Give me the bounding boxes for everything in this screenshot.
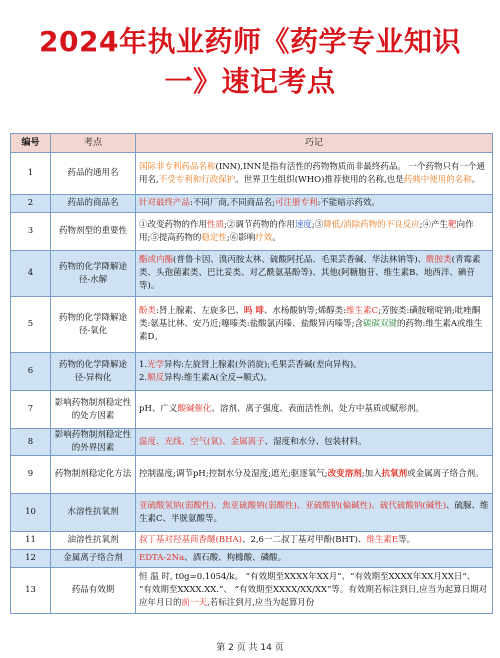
row-number: 6	[11, 353, 51, 391]
mnemonic-segment: 光学	[147, 359, 165, 370]
mnemonic-segment: 。	[272, 232, 281, 243]
row-mnemonic	[136, 550, 493, 568]
mnemonic-segment: EDTA-2Na	[139, 553, 185, 563]
row-point: 油溶性抗氧剂	[51, 532, 136, 550]
mnemonic-segment: 稳定性	[201, 232, 227, 243]
mnemonic-segment: 、水杨酸钠等;烯醇类:	[263, 306, 347, 316]
row-mnemonic	[136, 391, 493, 429]
row-number: 7	[11, 391, 51, 429]
row-point: 水溶性抗氧剂	[51, 494, 136, 532]
mnemonic-segment: 、硫脲、维生素C、半胱氨酸等。	[139, 500, 489, 524]
header-point: 考点	[51, 134, 136, 153]
mnemonic-table	[10, 133, 493, 614]
mnemonic-segment: 速度	[294, 219, 312, 230]
table-row	[11, 550, 493, 568]
mnemonic-segment: :肾上腺素、左旋多巴、	[156, 306, 244, 316]
mnemonic-segment: 靶	[448, 219, 457, 230]
page-title	[0, 22, 500, 102]
mnemonic-segment: ;⑥影响	[226, 232, 256, 243]
table-header-row	[11, 134, 493, 153]
row-mnemonic	[136, 213, 493, 251]
row-mnemonic	[136, 153, 493, 195]
mnemonic-segment: 1.	[139, 359, 148, 370]
mnemonic-segment: ;④产生	[419, 219, 449, 230]
mnemonic-segment: 疗效	[255, 232, 273, 243]
mnemonic-segment: 改变溶剂	[327, 469, 362, 479]
mnemonic-segment: 、溶剂、离子强度、表面活性剂、处方中基质或赋形剂。	[211, 404, 424, 414]
mnemonic-segment: ;加入	[361, 469, 382, 479]
mnemonic-segment: 。世界卫生组织(WHO)推荐使用的名称,也是	[235, 174, 404, 185]
mnemonic-segment: 国际非专利药品名称	[139, 161, 216, 172]
mnemonic-segment: 叔丁基对羟基茴香醚(BHA)	[139, 535, 242, 545]
mnemonic-segment: ①改变药物的作用	[139, 219, 208, 230]
mnemonic-segment: 可注册专利	[274, 198, 318, 208]
table-row	[11, 494, 493, 532]
mnemonic-segment: ;③	[311, 219, 324, 230]
mnemonic-segment: 抗氧剂	[381, 469, 408, 479]
table-row	[11, 297, 493, 353]
mnemonic-segment: (INN),INN是指有活性的药物物质而非最终药品。 一个药物只有一个通用名,	[139, 161, 486, 185]
mnemonic-segment: 或金属离子络合剂。	[407, 469, 484, 479]
mnemonic-segment: 的药物:维生素A或维生素D。	[139, 319, 483, 342]
table-row	[11, 213, 493, 251]
row-point: 药物的化学降解途径-水解	[51, 251, 136, 297]
header-mnemonic: 巧记	[136, 134, 493, 153]
mnemonic-segment: 降低/消除药物的不良反应	[323, 219, 420, 230]
row-point: 金属离子络合剂	[51, 550, 136, 568]
table-row	[11, 353, 493, 391]
row-number: 4	[11, 251, 51, 297]
row-point: 药物的化学降解途径-氧化	[51, 297, 136, 353]
row-mnemonic	[136, 195, 493, 213]
row-point: 影响药物制剂稳定性的外界因素	[51, 429, 136, 456]
mnemonic-segment: 性质	[207, 219, 225, 230]
row-number: 9	[11, 456, 51, 494]
mnemonic-segment: 亚硫酸氢钠(弱酸性)、焦亚硫酸钠(弱酸性)、亚硫酸钠(偏碱性)、硫代硫酸钠(碱性)	[139, 500, 447, 511]
mnemonic-segment: 酰胺类	[426, 255, 452, 265]
table-row	[11, 195, 493, 213]
mnemonic-segment: 控制温度;调节pH;控制水分及湿度;遮光;驱逐氧气;	[139, 469, 328, 479]
row-mnemonic	[136, 353, 493, 391]
mnemonic-segment: 针对最终产品	[139, 198, 191, 208]
mnemonic-segment: 维生素E	[366, 535, 399, 545]
row-mnemonic	[136, 251, 493, 297]
mnemonic-segment: 向作用;⑤提高药物的	[139, 219, 474, 243]
row-mnemonic	[136, 494, 493, 532]
mnemonic-segment: 不受专利和行政保护	[158, 174, 236, 185]
row-number: 5	[11, 297, 51, 353]
mnemonic-segment: 维生素C	[346, 306, 379, 316]
row-number: 13	[11, 568, 51, 614]
title-line-2: 一》速记考点	[164, 65, 336, 98]
row-point: 药物剂型的重要性	[51, 213, 136, 251]
row-mnemonic	[136, 568, 493, 614]
mnemonic-segment: 吗 啡	[243, 306, 264, 316]
mnemonic-segment: 温度、光线、空气(氧)、金属离子	[139, 436, 265, 447]
mnemonic-segment: 等。	[398, 535, 416, 545]
table-row	[11, 391, 493, 429]
row-number: 8	[11, 429, 51, 456]
table-body	[11, 153, 493, 614]
mnemonic-segment: ;②调节药物的作用	[224, 219, 295, 230]
mnemonic-segment: 前一天	[181, 598, 208, 608]
mnemonic-segment: 药典中使用的名称	[403, 174, 472, 185]
row-mnemonic	[136, 456, 493, 494]
mnemonic-segment: (普鲁卡因、溴丙胺太林、硫酸阿托品、毛果芸香碱、华法林钠等)、	[173, 255, 427, 265]
row-point: 药物制剂稳定化方法	[51, 456, 136, 494]
row-number: 10	[11, 494, 51, 532]
mnemonic-segment: 、酒石酸、枸橼酸、磷酸。	[184, 553, 287, 563]
mnemonic-segment: pH、广义	[139, 404, 178, 414]
table-row	[11, 532, 493, 550]
mnemonic-segment: 、湿度和水分、包装材料。	[264, 436, 367, 447]
mnemonic-segment: 异构:左旋肾上腺素(外消旋);毛果芸香碱(差向异构)。	[164, 359, 362, 370]
mnemonic-segment: :不同厂商,不同商品名;	[190, 198, 275, 208]
row-mnemonic	[136, 297, 493, 353]
row-number: 2	[11, 195, 51, 213]
mnemonic-segment: 酚类	[139, 306, 157, 316]
mnemonic-segment: 。	[471, 174, 481, 185]
mnemonic-segment: ,若标注到月,应当为起算月份	[207, 598, 315, 608]
row-point: 药物的化学降解途径-异构化	[51, 353, 136, 391]
mnemonic-segment: 酸碱催化	[177, 404, 212, 414]
mnemonic-segment: 恒 温 时, t0g=0.1054/k。 “有效期至XXXX年XX月”、“有效期至XXXX年XX月XX日”、 “有效期至XXXX.XX.”、 “有效期至XXXX/XX/XX”等。有效期若标注到日,应当为起算日期对应年月日的	[139, 572, 488, 608]
mnemonic-segment: 顺反	[147, 372, 165, 383]
mnemonic-segment: 异构:维生素A(全反→顺式)。	[164, 372, 272, 383]
row-number: 11	[11, 532, 51, 550]
row-point: 药品有效期	[51, 568, 136, 614]
table-row	[11, 429, 493, 456]
mnemonic-segment: 2.	[139, 372, 148, 383]
row-mnemonic	[136, 429, 493, 456]
row-mnemonic	[136, 532, 493, 550]
table-row	[11, 568, 493, 614]
mnemonic-segment: ;芳胺类:磺胺嘧啶钠;吡唑酮类:氨基比林、安乃近;噻嗪类:盐酸氯丙嗪、盐酸异丙嗪等;含	[139, 306, 481, 329]
table-row	[11, 251, 493, 297]
mnemonic-segment: 碳碳双键	[362, 319, 397, 329]
row-point: 影响药物制剂稳定性的处方因素	[51, 391, 136, 429]
mnemonic-segment: 、2,6一二叔丁基对甲酚(BHT)、	[241, 535, 367, 545]
row-number: 12	[11, 550, 51, 568]
header-number: 编号	[11, 134, 51, 153]
row-number: 3	[11, 213, 51, 251]
mnemonic-segment: 酯或内酯	[139, 255, 174, 265]
table-row	[11, 456, 493, 494]
mnemonic-segment: :不能暗示药效。	[317, 198, 380, 208]
page-footer: 第 2 页 共 14 页	[216, 643, 284, 653]
row-point: 药品的商品名	[51, 195, 136, 213]
table-row	[11, 153, 493, 195]
row-point: 药品的通用名	[51, 153, 136, 195]
mnemonic-segment: (青霉素类、头孢菌素类、巴比妥类、对乙酰氨基酚等)、其他(阿糖胞苷、维生素B、地西泮、碘苷等)。	[139, 255, 481, 291]
mnemonic-table-container	[10, 133, 492, 633]
title-line-1: 2024年执业药师《药学专业知识	[39, 25, 461, 58]
row-number: 1	[11, 153, 51, 195]
